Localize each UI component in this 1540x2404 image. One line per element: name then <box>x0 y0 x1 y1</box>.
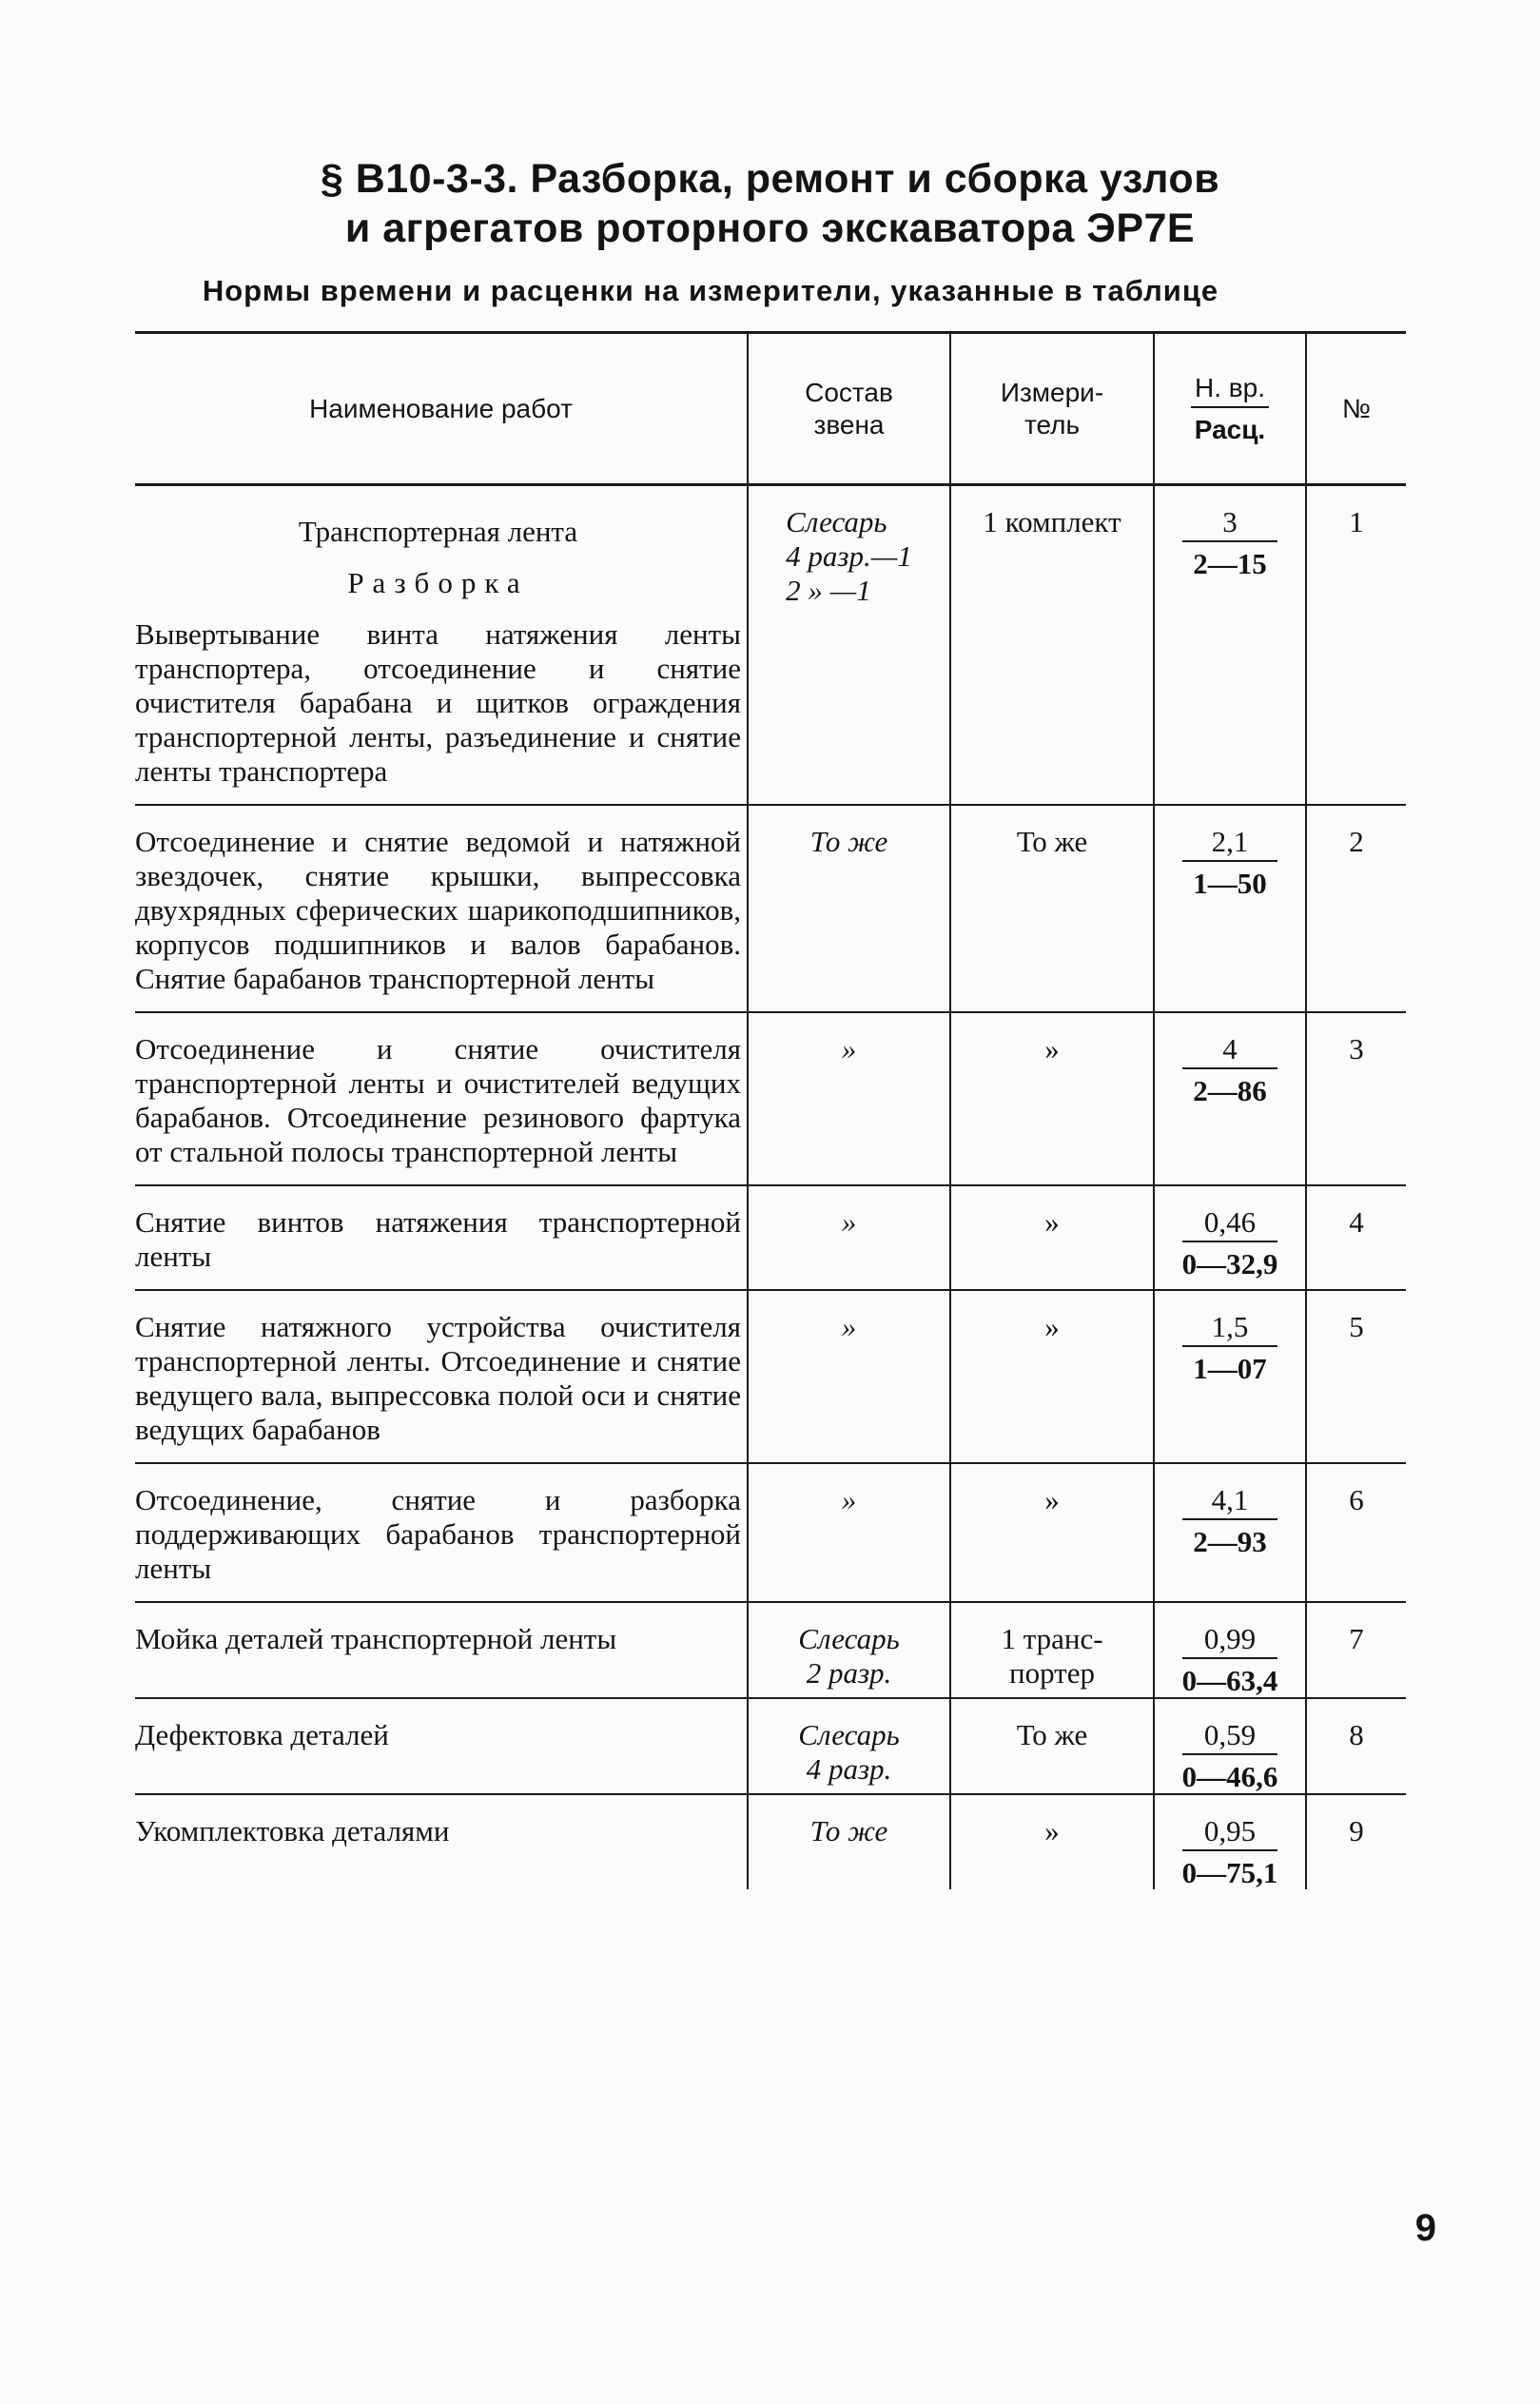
measure-line: То же <box>1016 825 1088 858</box>
work-name: Вывертывание винта натяжения ленты транспортера, отсоединение и снятие очистителя барабана и щитков ограждения транспортерной ленты, разъединение и снятие ленты транспортера <box>135 617 741 788</box>
work-name-cell <box>135 1602 748 1698</box>
rate-value: 2—93 <box>1193 1525 1267 1558</box>
crew-line: 2 разр. <box>806 1656 892 1690</box>
work-name: Дефектовка деталей <box>135 1718 389 1751</box>
crew-lines <box>749 1814 949 1848</box>
time-norm: 4 <box>1182 1033 1277 1069</box>
crew-lines <box>749 1032 949 1066</box>
work-name: Укомплектовка деталями <box>135 1814 450 1847</box>
measure-cell <box>950 805 1154 1012</box>
header-work-name: Наименование работ <box>135 333 748 485</box>
norm-rate-cell <box>1154 1602 1306 1698</box>
header-crew-line-2: звена <box>813 409 885 440</box>
section-title <box>0 154 1540 253</box>
measure-line: » <box>1044 1483 1060 1516</box>
measure-cell <box>950 1012 1154 1185</box>
work-name: Отсоединение и снятие очистителя транспортерной ленты и очистителей ведущих барабанов. Отсоединение резинового фартука от стальной полосы транспортерной ленты <box>135 1032 741 1168</box>
time-norm: 0,99 <box>1182 1623 1277 1659</box>
crew-cell <box>748 1290 950 1463</box>
work-name-cell <box>135 1185 748 1290</box>
time-norm: 2,1 <box>1182 826 1277 862</box>
row-number: 7 <box>1306 1602 1406 1698</box>
crew-line: Слесарь <box>798 1718 900 1751</box>
norm-rate-cell <box>1154 1463 1306 1602</box>
crew-cell <box>748 1463 950 1602</box>
crew-line: То же <box>809 825 888 858</box>
work-name: Отсоединение и снятие ведомой и натяжной звездочек, снятие крышки, выпрессовка двухрядных сферических шарикоподшипников, корпусов подшипников и валов барабанов. Снятие барабанов транспортерной ленты <box>135 825 741 995</box>
rate-value: 0—63,4 <box>1181 1664 1278 1697</box>
crew-cell <box>748 1698 950 1794</box>
crew-line: » <box>841 1032 857 1065</box>
measure-line: 1 транс- <box>1001 1622 1103 1655</box>
crew-line: » <box>841 1310 857 1343</box>
work-name: Отсоединение, снятие и разборка поддерживающих барабанов транспортерной ленты <box>135 1483 741 1585</box>
rate-value: 2—86 <box>1193 1074 1267 1107</box>
measure-line: 1 комплект <box>983 505 1121 538</box>
crew-cell <box>748 805 950 1012</box>
work-name: Мойка деталей транспортерной ленты <box>135 1622 617 1655</box>
measure-cell <box>950 1794 1154 1889</box>
crew-lines <box>749 1483 949 1517</box>
crew-cell <box>748 1185 950 1290</box>
header-number: № <box>1306 333 1406 485</box>
norm-rate-cell <box>1154 1698 1306 1794</box>
crew-cell <box>748 1012 950 1185</box>
table-row <box>135 1012 1406 1185</box>
page-number: 9 <box>1414 2207 1436 2249</box>
crew-line: » <box>841 1205 857 1239</box>
time-norm: 0,46 <box>1182 1206 1277 1242</box>
crew-lines <box>749 1205 949 1240</box>
measure-cell <box>950 1185 1154 1290</box>
rate-value: 1—07 <box>1193 1352 1267 1385</box>
header-measure-line-2: тель <box>1023 409 1081 440</box>
rate-value: 0—75,1 <box>1181 1856 1278 1889</box>
table-row <box>135 1185 1406 1290</box>
norm-rate-cell <box>1154 1185 1306 1290</box>
work-name: Снятие винтов натяжения транспортерной ленты <box>135 1205 741 1273</box>
table-row <box>135 1602 1406 1698</box>
crew-cell <box>748 485 950 806</box>
header-rate: Расц. <box>1194 414 1266 444</box>
work-name-cell <box>135 1794 748 1889</box>
time-norm: 4,1 <box>1182 1484 1277 1520</box>
norm-rate-cell <box>1154 1290 1306 1463</box>
time-norm: 0,59 <box>1182 1719 1277 1755</box>
table-body <box>135 485 1406 1890</box>
table-row <box>135 1794 1406 1889</box>
norm-rate-cell <box>1154 1794 1306 1889</box>
crew-lines <box>749 825 949 859</box>
header-norm-rate <box>1154 333 1306 485</box>
measure-line: » <box>1044 1310 1060 1343</box>
row-number: 2 <box>1306 805 1406 1012</box>
row-number: 6 <box>1306 1463 1406 1602</box>
rate-value: 0—32,9 <box>1181 1247 1278 1280</box>
time-norm: 3 <box>1182 506 1277 542</box>
header-norm: Н. вр. <box>1191 372 1269 408</box>
table-row <box>135 805 1406 1012</box>
table-row <box>135 1463 1406 1602</box>
measure-line: портер <box>1009 1656 1095 1690</box>
crew-lines <box>749 1310 949 1344</box>
measure-line: » <box>1044 1814 1060 1847</box>
row-number: 4 <box>1306 1185 1406 1290</box>
table-header <box>135 333 1406 485</box>
row-number: 9 <box>1306 1794 1406 1889</box>
crew-lines <box>749 1622 949 1691</box>
table-row <box>135 1290 1406 1463</box>
table-row <box>135 485 1406 806</box>
crew-line: » <box>841 1483 857 1516</box>
crew-line: 2 » —1 <box>786 574 871 607</box>
work-name-cell <box>135 1012 748 1185</box>
work-name-cell <box>135 1463 748 1602</box>
crew-lines <box>749 1718 949 1787</box>
crew-cell <box>748 1602 950 1698</box>
measure-cell <box>950 1602 1154 1698</box>
table-row <box>135 1698 1406 1794</box>
norm-rate-cell <box>1154 1012 1306 1185</box>
norm-rate-cell <box>1154 805 1306 1012</box>
section-title-line-1: § В10-3-3. Разборка, ремонт и сборка узлов <box>320 156 1220 202</box>
crew-line: 4 разр. <box>806 1752 892 1786</box>
crew-line: То же <box>809 1814 888 1847</box>
crew-line: 4 разр.—1 <box>786 539 912 573</box>
section-title-line-2: и агрегатов роторного экскаватора ЭР7Е <box>344 205 1196 251</box>
work-name-cell <box>135 1290 748 1463</box>
rate-value: 2—15 <box>1193 547 1267 580</box>
measure-cell <box>950 1290 1154 1463</box>
header-crew <box>748 333 950 485</box>
time-norm: 1,5 <box>1182 1311 1277 1347</box>
work-name-cell <box>135 485 748 806</box>
crew-cell <box>748 1794 950 1889</box>
measure-cell <box>950 1698 1154 1794</box>
measure-line: » <box>1044 1205 1060 1239</box>
norms-table <box>135 331 1406 1889</box>
measure-cell <box>950 485 1154 806</box>
measure-line: » <box>1044 1032 1060 1065</box>
row-number: 1 <box>1306 485 1406 806</box>
crew-line: Слесарь <box>786 505 887 538</box>
rate-value: 1—50 <box>1193 867 1267 900</box>
work-name-cell <box>135 805 748 1012</box>
header-measure-line-1: Измери- <box>1000 377 1104 407</box>
row-number: 5 <box>1306 1290 1406 1463</box>
section-heading: Транспортерная лента <box>298 515 578 548</box>
norm-rate-cell <box>1154 485 1306 806</box>
crew-lines <box>786 505 912 608</box>
measure-cell <box>950 1463 1154 1602</box>
work-name-cell <box>135 1698 748 1794</box>
header-measure <box>950 333 1154 485</box>
measure-line: То же <box>1016 1718 1088 1751</box>
rate-value: 0—46,6 <box>1181 1760 1278 1793</box>
row-number: 3 <box>1306 1012 1406 1185</box>
section-subheading: Разборка <box>347 566 529 599</box>
crew-line: Слесарь <box>798 1622 900 1655</box>
work-name: Снятие натяжного устройства очистителя транспортерной ленты. Отсоединение и снятие ведущего вала, выпрессовка полой оси и снятие ведущих барабанов <box>135 1310 741 1446</box>
table-caption: Нормы времени и расценки на измерители, указанные в таблице <box>202 274 1219 307</box>
header-crew-line-1: Состав <box>805 377 893 407</box>
row-number: 8 <box>1306 1698 1406 1794</box>
time-norm: 0,95 <box>1182 1815 1277 1851</box>
